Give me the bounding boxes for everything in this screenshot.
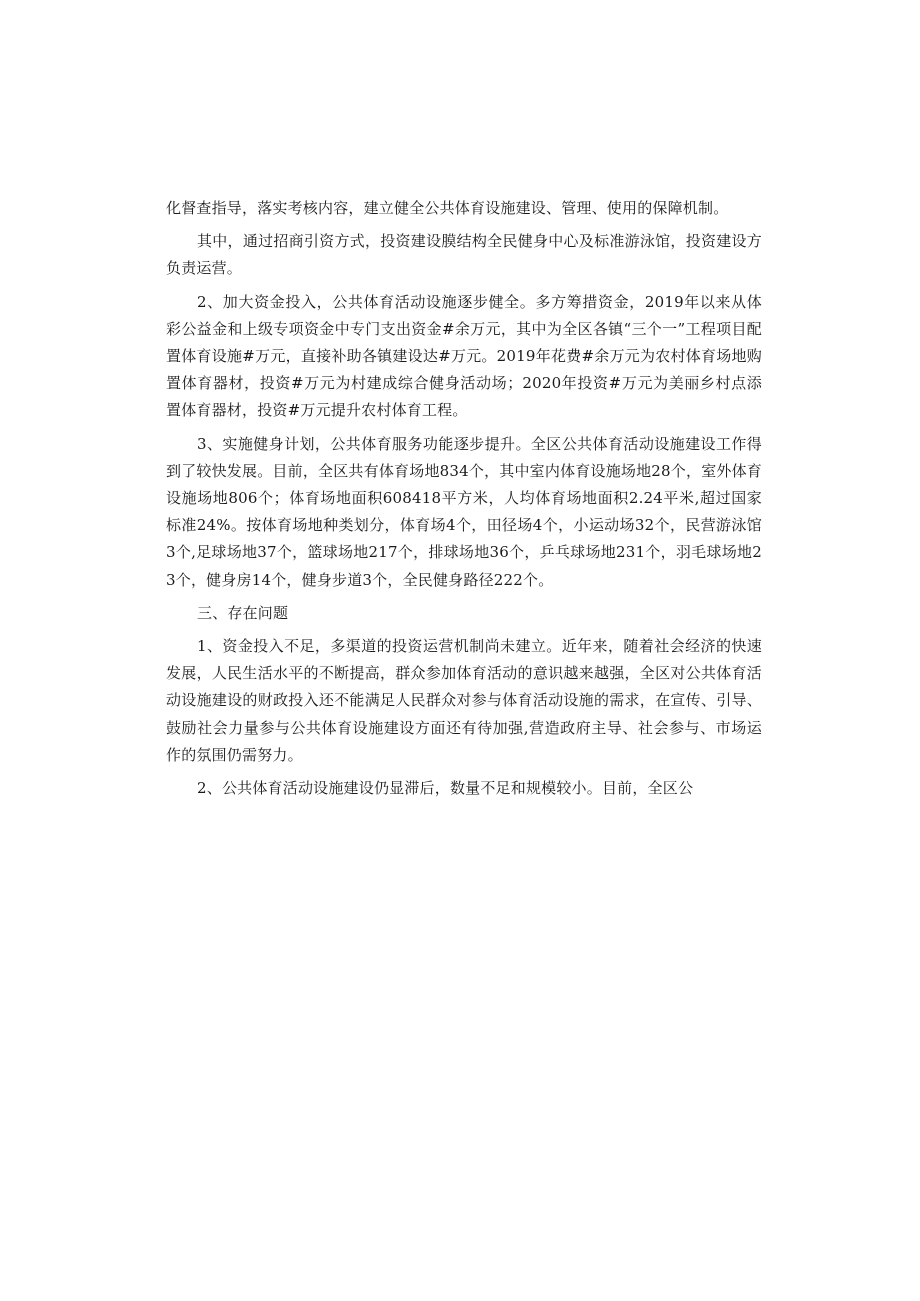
paragraph-fitness-plan: 3、实施健身计划，公共体育服务功能逐步提升。全区公共体育活动设施建设工作得到了较快发展。目前，全区共有体育场地834个，其中室内体育设施场地28个，室外体育设施场地806个；体育场地面积608418平方米，人均体育场地面积2.24平米,超过国家标准24%。按体育场地种类划分，体育场4个，田径场4个，小运动场32个，民营游泳馆3个,足球场地37个，篮球场地217个，排球场地36个，乒乓球场地231个，羽毛球场地23个，健身房14个，健身步道3个，全民健身路径222个。 xyxy=(166,434,762,589)
paragraph-funding: 2、加大资金投入，公共体育活动设施逐步健全。多方筹措资金，2019年以来从体彩公益金和上级专项资金中专门支出资金#余万元，其中为全区各镇“三个一”工程项目配置体育设施#万元，直接补助各镇建设达#万元。2019年花费#余万元为农村体育场地购置体育器材，投资#万元为村建成综合健身活动场；2020年投资#万元为美丽乡村点添置体育器材，投资#万元提升农村体育工程。 xyxy=(166,292,762,420)
paragraph-insufficient-funds: 1、资金投入不足，多渠道的投资运营机制尚未建立。近年来，随着社会经济的快速发展，人民生活水平的不断提高，群众参加体育活动的意识越来越强，全区对公共体育活动设施建设的财政投入还不能满足人民群众对参与体育活动设施的需求，在宣传、引导、鼓励社会力量参与公共体育设施建设方面还有待加强,营造政府主导、社会参与、市场运作的氛围仍需努力。 xyxy=(166,637,762,764)
paragraph-investment-method: 其中，通过招商引资方式，投资建设膜结构全民健身中心及标准游泳馆，投资建设方负责运营。 xyxy=(166,232,762,278)
paragraph-continuation: 化督查指导，落实考核内容，建立健全公共体育设施建设、管理、使用的保障机制。 xyxy=(166,199,729,217)
document-body xyxy=(166,195,762,808)
section-heading-problems: 三、存在问题 xyxy=(197,603,289,622)
paragraph-facility-lag: 2、公共体育活动设施建设仍显滞后，数量不足和规模较小。目前，全区公 xyxy=(197,779,694,798)
